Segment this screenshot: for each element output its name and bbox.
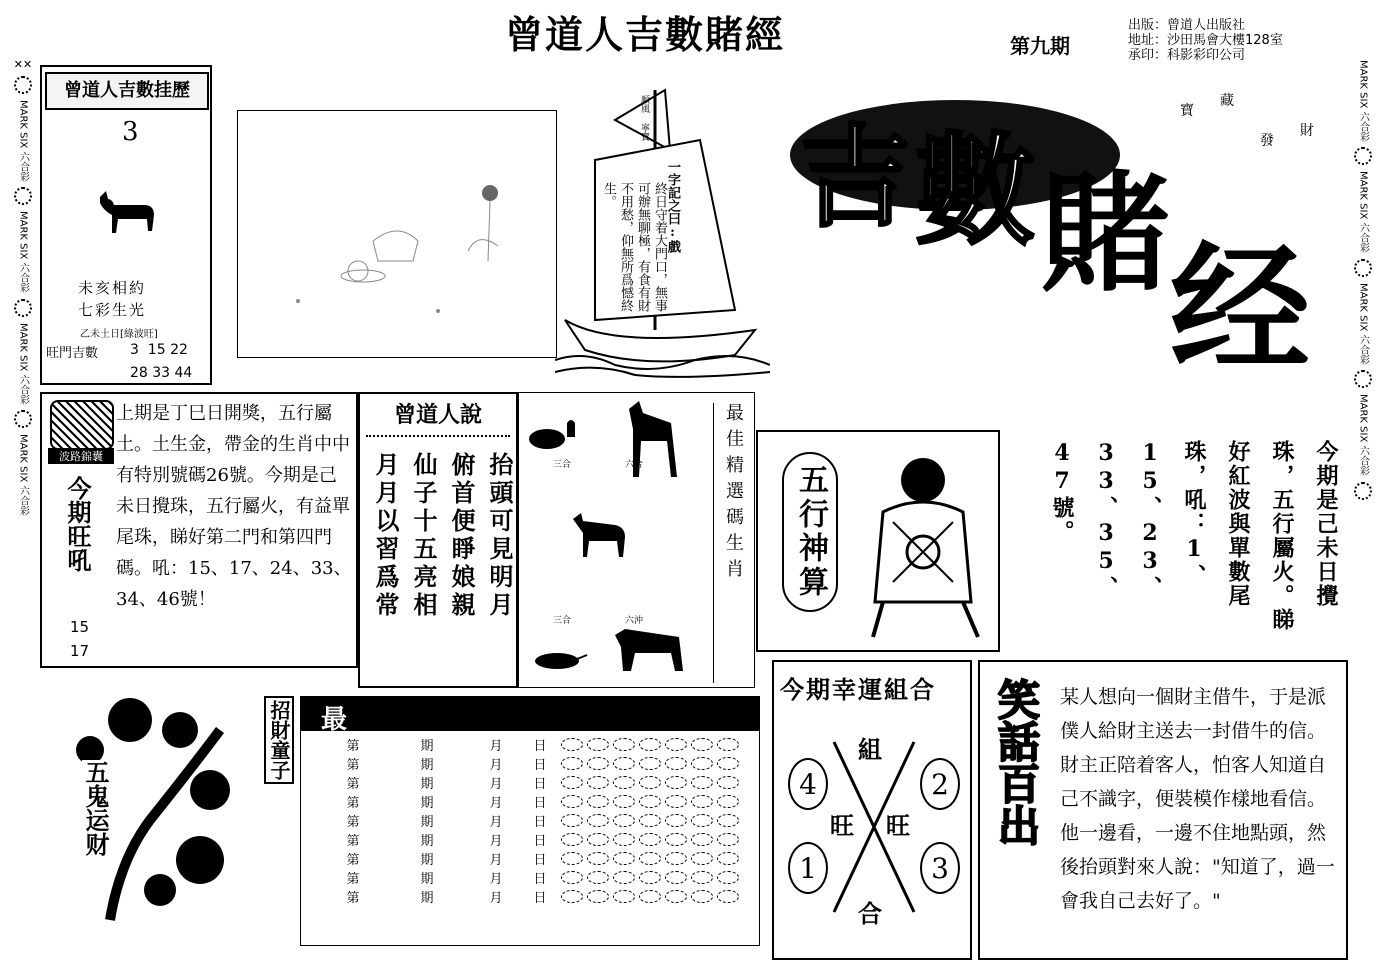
number-oval[interactable] xyxy=(561,871,583,884)
guali-panel xyxy=(40,65,212,385)
address-line: 地址：沙田馬會大樓128室 xyxy=(1128,33,1283,48)
riddle-line-1: 終日守着大門口， xyxy=(652,182,667,286)
number-oval[interactable] xyxy=(561,795,583,808)
riddle-line-2: 無事可辦無聊極， xyxy=(635,182,667,312)
poem-column-1: 抬頭可見明月 xyxy=(485,452,514,620)
number-oval[interactable] xyxy=(587,871,609,884)
form-cell: 期 xyxy=(420,834,434,849)
number-oval[interactable] xyxy=(717,833,739,846)
number-oval[interactable] xyxy=(587,738,609,751)
mark-six-text: MARK SIX 六合彩 xyxy=(1357,394,1369,476)
sketch-picture xyxy=(237,110,557,358)
number-oval[interactable] xyxy=(613,833,635,846)
number-oval[interactable] xyxy=(665,776,687,789)
form-cell: 期 xyxy=(420,872,434,887)
form-header-bar xyxy=(301,697,759,731)
wugui-panel xyxy=(40,690,250,940)
form-cell: 第 xyxy=(346,796,360,811)
guali-verse-2: 七彩生光 xyxy=(78,301,147,319)
number-oval[interactable] xyxy=(691,833,713,846)
flower-icon xyxy=(1354,370,1372,388)
combo-num-1: 1 xyxy=(788,842,828,894)
form-row xyxy=(321,773,743,792)
form-cell: 期 xyxy=(420,815,434,830)
liuhe-label: 六合 xyxy=(625,460,644,470)
form-cell: 日 xyxy=(533,872,547,887)
number-oval[interactable] xyxy=(587,795,609,808)
number-oval[interactable] xyxy=(717,814,739,827)
zhaocai-label: 招財童子 xyxy=(264,696,294,784)
number-oval[interactable] xyxy=(613,814,635,827)
joke-badge: 笑話百出 xyxy=(992,678,1041,846)
number-oval[interactable] xyxy=(561,890,583,903)
page-title: 曾道人吉數賭經 xyxy=(505,12,786,57)
mark-six-text: MARK SIX 六合彩 xyxy=(17,434,29,516)
number-oval[interactable] xyxy=(613,757,635,770)
number-ovals[interactable] xyxy=(557,754,743,773)
number-oval[interactable] xyxy=(613,890,635,903)
number-oval[interactable] xyxy=(691,757,713,770)
number-oval[interactable] xyxy=(613,852,635,865)
number-ovals[interactable] xyxy=(557,792,743,811)
lucky-combo-title: 今期幸運組合 xyxy=(780,675,936,704)
number-oval[interactable] xyxy=(691,795,713,808)
bolu-side-label: 今期旺吼 xyxy=(63,476,92,572)
cross-top-char: 組 xyxy=(858,735,882,764)
form-cell: 月 xyxy=(489,796,503,811)
number-oval[interactable] xyxy=(665,738,687,751)
form-cell: 第 xyxy=(346,758,360,773)
joke-panel xyxy=(978,660,1348,960)
ox-icon xyxy=(609,625,689,675)
number-oval[interactable] xyxy=(561,852,583,865)
number-oval[interactable] xyxy=(665,890,687,903)
form-cell: 期 xyxy=(420,739,434,754)
form-cell: 月 xyxy=(489,853,503,868)
goat-icon xyxy=(92,187,162,247)
form-cell: 月 xyxy=(489,872,503,887)
form-cell: 期 xyxy=(420,891,434,906)
wugui-tree-icon xyxy=(50,690,250,940)
number-oval[interactable] xyxy=(691,871,713,884)
bolu-text: 上期是丁巳日開獎，五行屬土。土生金，帶金的生肖中中有特別號碼26號。今期是己未日攪珠，五行屬火，有益單尾珠，睇好第二門和第四門碼。吼：15、17、24、33、34、46號！ xyxy=(116,403,352,610)
masthead-char-2: 數 xyxy=(915,120,1035,261)
form-row xyxy=(321,811,743,830)
form-cell: 日 xyxy=(533,815,547,830)
lucky-label: 旺門吉數 xyxy=(46,346,99,361)
form-row xyxy=(321,735,743,754)
flower-icon xyxy=(1354,147,1372,165)
zodiac-animals-panel xyxy=(518,392,755,688)
publisher-line: 出版：曾道人出版社 xyxy=(1128,18,1246,33)
poem-column-3: 仙子十五亮相 xyxy=(409,452,438,620)
number-ovals[interactable] xyxy=(557,868,743,887)
form-cell: 第 xyxy=(346,872,360,887)
form-row xyxy=(321,830,743,849)
form-cell: 日 xyxy=(533,739,547,754)
liuchong-label: 六沖 xyxy=(625,616,644,626)
number-oval[interactable] xyxy=(587,776,609,789)
number-oval[interactable] xyxy=(613,738,635,751)
rabbit-icon xyxy=(525,415,585,455)
cross-right-char: 旺 xyxy=(886,811,910,840)
form-cell: 月 xyxy=(489,815,503,830)
number-ovals[interactable] xyxy=(557,773,743,792)
number-oval[interactable] xyxy=(717,738,739,751)
masthead-art xyxy=(780,60,1350,415)
number-oval[interactable] xyxy=(587,814,609,827)
rat-icon xyxy=(529,645,589,675)
goat-icon xyxy=(569,511,629,561)
masthead-char-4: 经 xyxy=(1170,228,1311,392)
form-cell: 第 xyxy=(346,853,360,868)
seal-char-4: 財 xyxy=(1300,123,1314,139)
form-cell: 日 xyxy=(533,758,547,773)
form-cell: 期 xyxy=(420,853,434,868)
number-ovals[interactable] xyxy=(557,830,743,849)
form-cell: 期 xyxy=(420,758,434,773)
riddle-line-3: 有食有財不用愁， xyxy=(618,182,650,312)
bolu-side-num-1: 15 xyxy=(70,618,90,636)
form-cell: 月 xyxy=(489,739,503,754)
joke-text: 某人想向一個財主借牛，于是派僕人給財主送去一封借牛的信。財主正陪着客人，怕客人知道自己不識字，便裝模作樣地看信。他一邊看，一邊不住地點頭，然後抬頭對來人說："知道了，過一會我自己去好了。" xyxy=(1060,686,1335,912)
mark-six-text: MARK SIX 六合彩 xyxy=(17,322,29,405)
number-oval[interactable] xyxy=(639,833,661,846)
form-row xyxy=(321,887,743,906)
riddle-line-4: 仰無所爲憾終生。 xyxy=(601,182,633,312)
number-oval[interactable] xyxy=(639,814,661,827)
number-oval[interactable] xyxy=(691,738,713,751)
number-oval[interactable] xyxy=(665,833,687,846)
animals-side-text: 最佳精選碼生肖 xyxy=(713,403,746,683)
issue-number: 第九期 xyxy=(1010,34,1070,58)
guali-date: 乙未土日[綠波旺] xyxy=(80,329,158,340)
form-cell: 月 xyxy=(489,891,503,906)
number-oval[interactable] xyxy=(561,757,583,770)
poem-column-2: 俯首便睜娘親 xyxy=(447,452,476,620)
mark-six-text: MARK SIX 六合彩 xyxy=(17,100,29,182)
lucky-row-1: 3 15 22 xyxy=(130,342,188,358)
form-cell: 第 xyxy=(346,739,360,754)
seal-char-3: 發 xyxy=(1260,133,1274,149)
sanhe-label-2: 三合 xyxy=(553,616,572,626)
form-cell: 月 xyxy=(489,758,503,773)
number-oval[interactable] xyxy=(691,814,713,827)
form-title: 最 xyxy=(321,705,348,735)
number-oval[interactable] xyxy=(717,890,739,903)
number-oval[interactable] xyxy=(587,890,609,903)
number-oval[interactable] xyxy=(717,871,739,884)
form-cell: 日 xyxy=(533,777,547,792)
number-oval[interactable] xyxy=(639,757,661,770)
flower-icon xyxy=(14,410,32,428)
number-oval[interactable] xyxy=(613,795,635,808)
cross-left-char: 旺 xyxy=(830,811,854,840)
wuxing-panel xyxy=(756,430,1000,652)
number-oval[interactable] xyxy=(665,814,687,827)
bolu-badge-icon xyxy=(50,400,114,450)
number-oval[interactable] xyxy=(561,738,583,751)
guali-number: 3 xyxy=(122,117,139,147)
masthead-char-1: 吉 xyxy=(800,113,910,242)
number-oval[interactable] xyxy=(639,852,661,865)
publisher-info xyxy=(1128,18,1283,63)
number-oval[interactable] xyxy=(587,757,609,770)
form-row xyxy=(321,849,743,868)
form-cell: 月 xyxy=(489,834,503,849)
seal-char-2: 藏 xyxy=(1220,93,1234,109)
number-oval[interactable] xyxy=(561,814,583,827)
number-oval[interactable] xyxy=(613,776,635,789)
bolu-badge: 波路錦囊 xyxy=(48,448,114,464)
number-oval[interactable] xyxy=(665,795,687,808)
lucky-combo-panel xyxy=(772,660,972,960)
cross-bottom-char: 合 xyxy=(858,899,882,928)
mark-six-text: MARK SIX 六合彩 xyxy=(17,211,29,293)
bolu-side-num-2: 17 xyxy=(70,642,90,660)
number-ovals[interactable] xyxy=(557,849,743,868)
number-ovals[interactable] xyxy=(557,811,743,830)
form-cell: 第 xyxy=(346,834,360,849)
form-cell: 日 xyxy=(533,796,547,811)
zengdao-panel xyxy=(358,392,518,688)
wuxing-title: 五行神算 xyxy=(782,452,838,612)
form-table xyxy=(321,735,743,906)
form-cell: 日 xyxy=(533,853,547,868)
number-oval[interactable] xyxy=(665,757,687,770)
zengdao-poem xyxy=(366,452,518,678)
form-cell: 期 xyxy=(420,796,434,811)
zengdao-title: 曾道人說 xyxy=(366,398,510,437)
record-form xyxy=(300,696,760,946)
number-oval[interactable] xyxy=(691,852,713,865)
number-oval[interactable] xyxy=(613,871,635,884)
mark-six-text: MARK SIX 六合彩 xyxy=(1357,282,1369,365)
poem-column-4: 月月以習爲常 xyxy=(371,452,400,620)
form-row xyxy=(321,868,743,887)
number-oval[interactable] xyxy=(639,871,661,884)
number-oval[interactable] xyxy=(639,795,661,808)
mark-six-text: MARK SIX 六合彩 xyxy=(1357,60,1369,142)
sail-flag-text: 順風 寧寶 xyxy=(639,95,649,141)
number-oval[interactable] xyxy=(587,852,609,865)
form-row xyxy=(321,792,743,811)
wugui-label: 五鬼运财 xyxy=(81,760,110,856)
mark-six-text: MARK SIX 六合彩 xyxy=(1357,171,1369,253)
form-row xyxy=(321,754,743,773)
printer-line: 承印：科影彩印公司 xyxy=(1128,48,1246,63)
jinqi-text: 今期是己未日攪珠，五行屬火。睇好紅波與單數尾珠，吼：1、15、23、33、35、47號。 xyxy=(1049,440,1339,632)
right-side-strip xyxy=(1350,60,1376,960)
form-cell: 第 xyxy=(346,815,360,830)
number-oval[interactable] xyxy=(665,852,687,865)
form-cell: 第 xyxy=(346,891,360,906)
left-side-strip xyxy=(10,60,36,960)
number-oval[interactable] xyxy=(717,757,739,770)
form-cell: 日 xyxy=(533,834,547,849)
number-oval[interactable] xyxy=(717,795,739,808)
lucky-row-2: 28 33 44 xyxy=(130,365,193,381)
number-oval[interactable] xyxy=(561,833,583,846)
bolu-panel xyxy=(40,392,358,668)
seal-char-1: 寶 xyxy=(1180,103,1194,119)
number-ovals[interactable] xyxy=(557,887,743,906)
number-oval[interactable] xyxy=(639,776,661,789)
guali-title: 曾道人吉數挂歷 xyxy=(45,72,209,110)
number-oval[interactable] xyxy=(717,852,739,865)
flower-icon xyxy=(1354,259,1372,277)
cross-icon: ✕✕ xyxy=(13,58,33,71)
riddle-text xyxy=(600,182,668,317)
guali-verse-1: 未亥相約 xyxy=(78,279,147,297)
combo-num-2: 2 xyxy=(920,758,960,810)
number-oval[interactable] xyxy=(665,871,687,884)
deity-figure-icon xyxy=(853,442,993,642)
form-cell: 月 xyxy=(489,777,503,792)
form-cell: 第 xyxy=(346,777,360,792)
number-oval[interactable] xyxy=(587,833,609,846)
masthead-char-3: 賭 xyxy=(1040,157,1171,310)
form-cell: 日 xyxy=(533,891,547,906)
combo-num-4: 4 xyxy=(788,758,828,810)
flower-icon xyxy=(1354,482,1372,500)
number-oval[interactable] xyxy=(691,776,713,789)
number-oval[interactable] xyxy=(639,890,661,903)
flower-icon xyxy=(14,299,32,317)
number-oval[interactable] xyxy=(639,738,661,751)
flower-icon xyxy=(14,76,32,94)
sketch-scene-icon xyxy=(238,111,556,357)
sanhe-label-1: 三合 xyxy=(553,460,572,470)
flower-icon xyxy=(14,187,32,205)
number-oval[interactable] xyxy=(717,776,739,789)
number-ovals[interactable] xyxy=(557,735,743,754)
number-oval[interactable] xyxy=(561,776,583,789)
riddle-title: 一字記之曰:戲 xyxy=(665,160,680,253)
form-cell: 期 xyxy=(420,777,434,792)
combo-num-3: 3 xyxy=(920,842,960,894)
number-oval[interactable] xyxy=(691,890,713,903)
